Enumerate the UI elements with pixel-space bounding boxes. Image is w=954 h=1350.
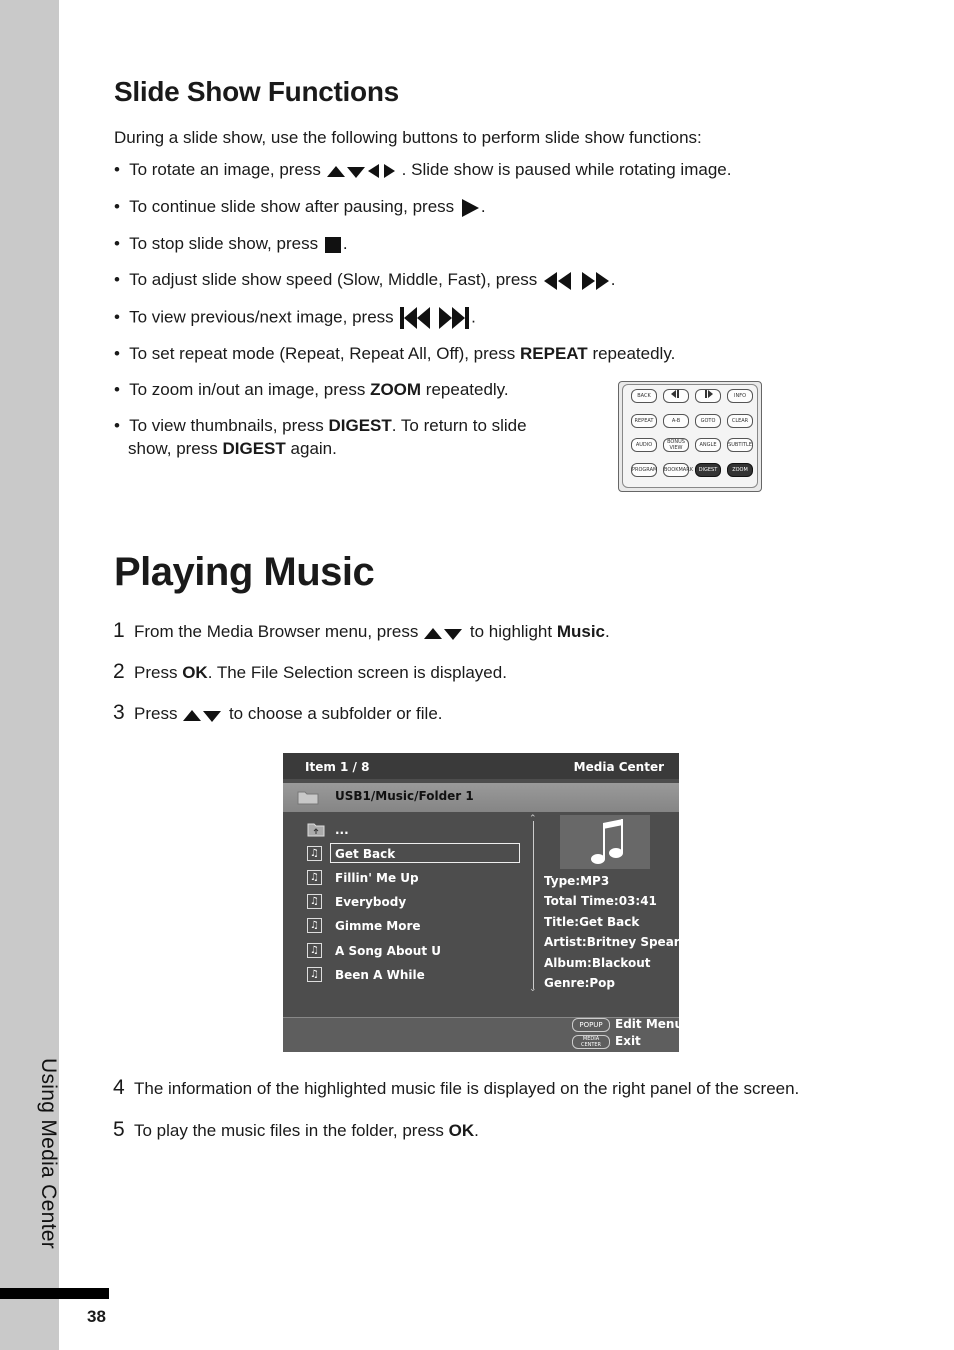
bullet-prev-next: • To view previous/next image, press . <box>114 307 476 329</box>
bullet-zoom: • To zoom in/out an image, press ZOOM repeatedly. <box>114 380 509 399</box>
scrollbar-track[interactable] <box>533 821 534 989</box>
music-file-icon: ♫ <box>307 846 322 861</box>
arrow-keys-icon <box>327 163 401 179</box>
remote-button-a-b: A-B <box>663 414 689 428</box>
remote-button-repeat: REPEAT <box>631 414 657 428</box>
parent-folder-icon <box>307 822 325 837</box>
file-row[interactable]: Gimme More <box>335 919 421 933</box>
bullet-continue: • To continue slide show after pausing, press . <box>114 197 486 216</box>
section-heading-music: Playing Music <box>114 550 375 594</box>
remote-button-bonus-view: BONUS VIEW <box>663 438 689 452</box>
file-row[interactable]: Been A While <box>335 968 425 982</box>
file-row[interactable]: A Song About U <box>335 944 441 958</box>
remote-button-digest: DIGEST <box>695 463 721 477</box>
step-1-text: From the Media Browser menu, press to highlight Music. <box>134 622 610 641</box>
info-title: Title:Get Back <box>544 915 640 929</box>
step-number: 1 <box>113 619 125 642</box>
remote-button-program: PROGRAM <box>631 463 657 477</box>
info-total-time: Total Time:03:41 <box>544 894 657 908</box>
folder-path: USB1/Music/Folder 1 <box>335 789 474 803</box>
music-file-icon: ♫ <box>307 870 322 885</box>
step-forward-icon <box>701 390 715 398</box>
remote-button-step-forward <box>695 389 721 403</box>
remote-control-illustration <box>618 381 762 492</box>
folder-icon <box>297 789 319 805</box>
remote-button-audio: AUDIO <box>631 438 657 452</box>
bullet-stop: • To stop slide show, press . <box>114 234 348 253</box>
bullet-digest: • To view thumbnails, press DIGEST. To return to slide <box>114 416 527 435</box>
remote-button-info: INFO <box>727 389 753 403</box>
remote-button-zoom: ZOOM <box>727 463 753 477</box>
previous-icon <box>399 307 431 329</box>
step-5-text: To play the music files in the folder, press OK. <box>134 1121 479 1140</box>
music-file-icon: ♫ <box>307 943 322 958</box>
step-2-text: Press OK. The File Selection screen is displayed. <box>134 663 507 682</box>
item-count: Item 1 / 8 <box>305 760 370 774</box>
bullet-digest-line2: show, press DIGEST again. <box>128 439 337 458</box>
page-number: 38 <box>87 1307 106 1326</box>
file-row[interactable]: Fillin' Me Up <box>335 871 419 885</box>
scroll-down-icon[interactable]: ⌄ <box>529 984 537 994</box>
remote-button-clear: CLEAR <box>727 414 753 428</box>
info-genre: Genre:Pop <box>544 976 616 990</box>
info-type: Type:MP3 <box>544 874 610 888</box>
up-down-arrows-icon <box>424 626 464 640</box>
step-4-text: The information of the highlighted music file is displayed on the right panel of the screen. <box>134 1079 800 1098</box>
file-selection-screen <box>283 753 687 1051</box>
slideshow-intro: During a slide show, use the following buttons to perform slide show functions: <box>114 128 702 147</box>
up-down-arrows-icon <box>183 708 223 722</box>
remote-button-subtitle: SUBTITLE <box>727 438 753 452</box>
remote-panel <box>622 384 758 488</box>
music-file-icon: ♫ <box>307 894 322 909</box>
bullet-rotate: • To rotate an image, press . Slide show is paused while rotating image. <box>114 160 732 179</box>
album-art <box>560 815 650 869</box>
step-number: 3 <box>113 701 125 724</box>
rewind-icon <box>543 272 573 290</box>
remote-button-back: BACK <box>631 389 657 403</box>
screen-title: Media Center <box>573 760 664 774</box>
file-row[interactable]: Get Back <box>335 847 396 861</box>
step-number: 5 <box>113 1118 125 1141</box>
remote-button-step-back <box>663 389 689 403</box>
remote-button-goto: GOTO <box>695 414 721 428</box>
step-back-icon <box>669 390 683 398</box>
music-file-icon: ♫ <box>307 918 322 933</box>
play-icon <box>460 199 480 217</box>
info-album: Album:Blackout <box>544 956 651 970</box>
page-bar <box>0 1288 109 1299</box>
step-number: 2 <box>113 660 125 683</box>
music-file-icon: ♫ <box>307 967 322 982</box>
music-note-icon <box>560 815 650 869</box>
fast-forward-icon <box>580 272 610 290</box>
edit-menu-hint: Edit Menu <box>615 1017 683 1031</box>
next-icon <box>438 307 470 329</box>
step-number: 4 <box>113 1076 125 1099</box>
popup-key-icon: POPUP <box>572 1018 610 1032</box>
bullet-speed: • To adjust slide show speed (Slow, Middle, Fast), press . <box>114 270 616 289</box>
remote-button-angle: ANGLE <box>695 438 721 452</box>
info-artist: Artist:Britney Spears <box>544 935 687 949</box>
bullet-repeat: • To set repeat mode (Repeat, Repeat All, Off), press REPEAT repeatedly. <box>114 344 676 363</box>
exit-hint: Exit <box>615 1034 641 1048</box>
sidebar-label: Using Media Center <box>37 1058 60 1249</box>
media-center-key-icon: MEDIA CENTER <box>572 1035 610 1049</box>
step-3-text: Press to choose a subfolder or file. <box>134 704 443 723</box>
parent-folder-entry[interactable]: ... <box>335 823 349 837</box>
file-row[interactable]: Everybody <box>335 895 407 909</box>
stop-icon <box>324 236 342 254</box>
scroll-up-icon[interactable]: ⌃ <box>529 814 537 824</box>
remote-button-bookmark: BOOKMARK <box>663 463 689 477</box>
section-heading-slideshow: Slide Show Functions <box>114 76 399 107</box>
